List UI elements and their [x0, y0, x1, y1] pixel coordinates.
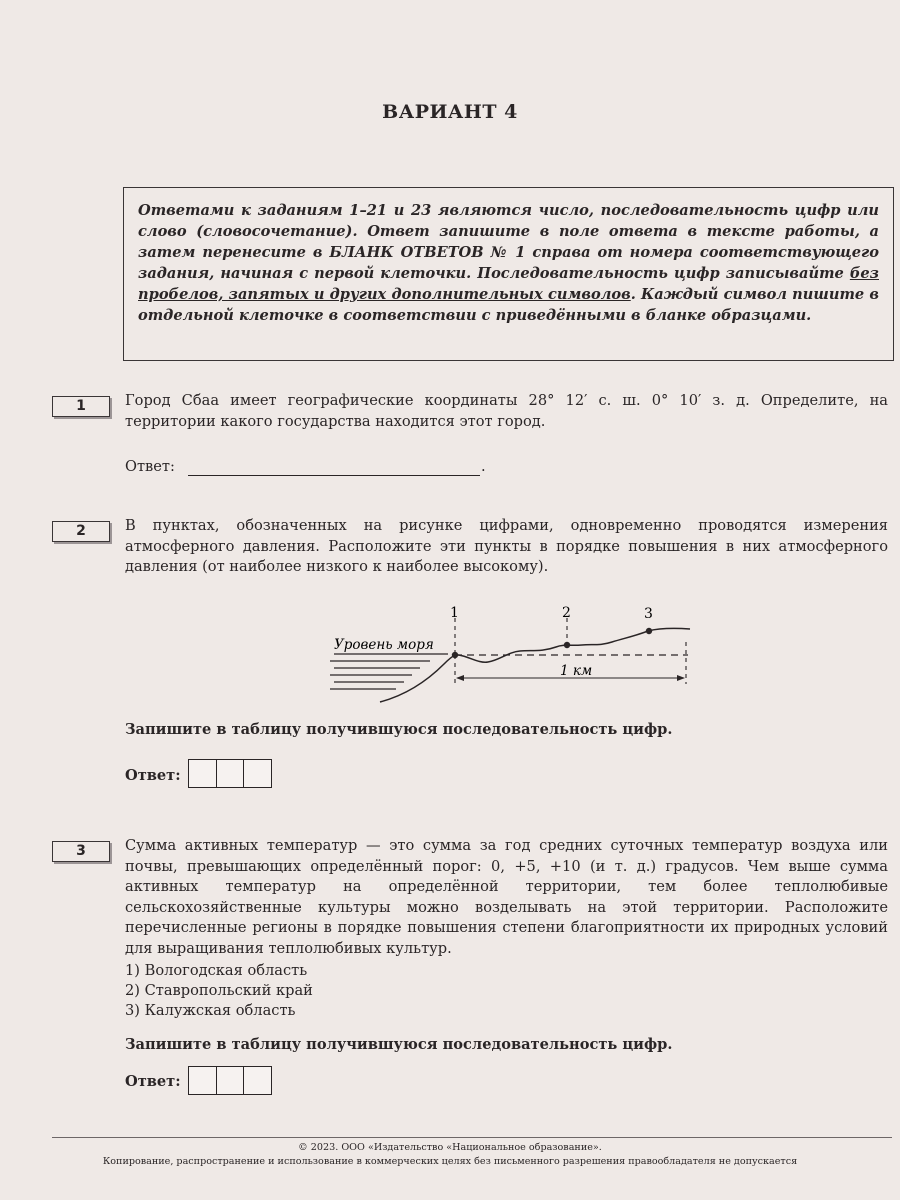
- instructions-text-end: . Каждый символ пишите в отдельной клеточке в соответствии с приведёнными в бланке образцами.: [138, 286, 879, 324]
- question-3-number: 3: [52, 841, 110, 862]
- question-2-answer-label: Ответ:: [125, 767, 181, 784]
- point-label-1: 1: [450, 605, 459, 621]
- question-1-answer-label: Ответ:: [125, 458, 175, 475]
- footer-divider: [52, 1137, 892, 1138]
- answer-cell[interactable]: [216, 1066, 245, 1095]
- answer-cell[interactable]: [188, 1066, 217, 1095]
- relief-figure: [320, 598, 700, 710]
- question-1-answer-field[interactable]: [188, 475, 480, 476]
- point-2: [564, 642, 570, 648]
- point-label-3: 3: [644, 606, 653, 622]
- answer-cell[interactable]: [216, 759, 245, 788]
- answer-dot: .: [481, 458, 486, 475]
- point-1: [452, 652, 458, 658]
- question-3-answer-cells: [188, 1066, 271, 1095]
- question-2-number: 2: [52, 521, 110, 542]
- footer-copyright: © 2023. ООО «Издательство «Национальное образование».: [298, 1142, 602, 1153]
- option-item: 1) Вологодская область: [125, 962, 308, 979]
- distance-label: 1 км: [560, 663, 593, 679]
- option-item: 2) Ставропольский край: [125, 982, 313, 999]
- question-1-text: Город Сбаа имеет географические координаты 28° 12′ с. ш. 0° 10′ з. д. Определите, на территории какого государства находится этот город.: [125, 392, 888, 430]
- answer-cell[interactable]: [243, 759, 272, 788]
- question-3-text: Сумма активных температур — это сумма за год средних суточных температур воздуха или почвы, превышающих определённый порог: 0, +5, +10 (и т. д.) градусов. Чем выше сумма активных температур на определённой территории, тем более теплолюбивые сельскохозяйственные культуры можно возделывать на этой территории. Расположите перечисленные регионы в порядке повышения степени благоприятности их природных условий для выращивания теплолюбивых культур.: [125, 837, 888, 957]
- question-3-table-instruction: Запишите в таблицу получившуюся последовательность цифр.: [125, 1036, 673, 1053]
- variant-title: ВАРИАНТ 4: [382, 101, 518, 123]
- instructions-box: [123, 187, 894, 361]
- instructions-underlined: без пробелов, запятых и других дополнительных символов: [138, 265, 879, 303]
- question-1-number: 1: [52, 396, 110, 417]
- point-3: [646, 628, 652, 634]
- sea-water: [330, 654, 448, 689]
- question-3-options: [125, 961, 313, 1021]
- answer-cell[interactable]: [243, 1066, 272, 1095]
- question-2-answer-cells: [188, 759, 271, 788]
- sea-level-label: Уровень моря: [334, 637, 434, 653]
- question-3-answer-label: Ответ:: [125, 1073, 181, 1090]
- answer-cell[interactable]: [188, 759, 217, 788]
- question-2-text: В пунктах, обозначенных на рисунке цифрами, одновременно проводятся измерения атмосферного давления. Расположите эти пункты в порядке повышения в них атмосферного давления (от наиболее низкого к наиболее высокому).: [125, 517, 888, 575]
- footer-notice: Копирование, распространение и использование в коммерческих целях без письменного разрешения правообладателя не допускается: [102, 1156, 798, 1167]
- question-2-table-instruction: Запишите в таблицу получившуюся последовательность цифр.: [125, 721, 673, 738]
- option-item: 3) Калужская область: [125, 1002, 296, 1019]
- point-label-2: 2: [562, 605, 571, 621]
- instructions-text: Ответами к заданиям 1–21 и 23 являются число, последовательность цифр или слово (словосочетание). Ответ запишите в поле ответа в тексте работы, а затем перенесите в БЛАНК ОТВЕТОВ № 1 справа от номера соответствующего задания, начиная с первой клеточки. Последовательность цифр записывайте: [138, 202, 879, 282]
